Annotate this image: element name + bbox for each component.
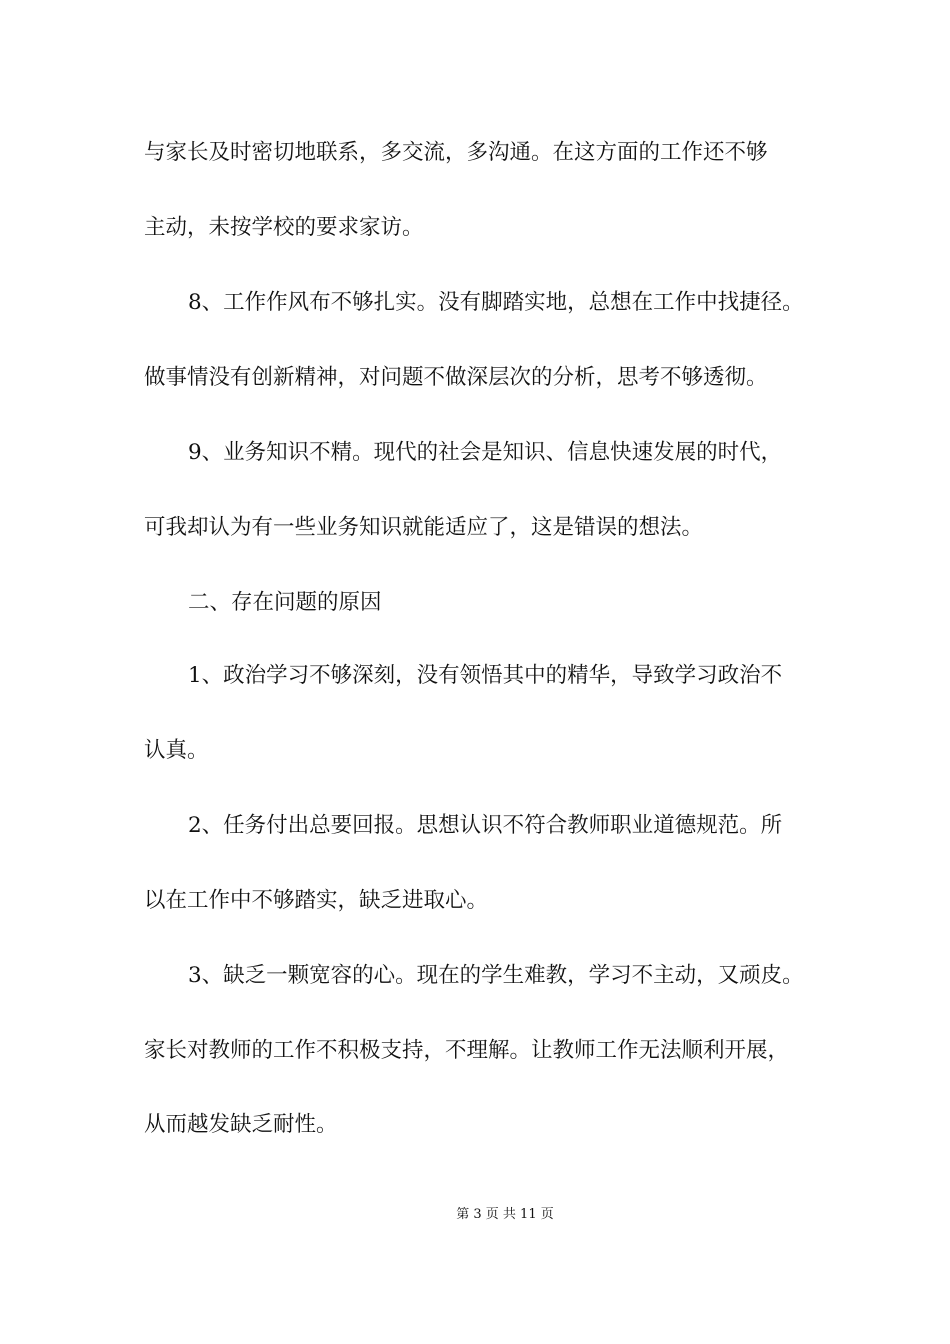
text-line: 从而越发缺乏耐性。 <box>144 1112 338 1137</box>
text-line: 2、任务付出总要回报。思想认识不符合教师职业道德规范。所 <box>188 813 783 838</box>
text-line: 1、政治学习不够深刻，没有领悟其中的精华，导致学习政治不 <box>188 663 783 688</box>
section-heading: 二、存在问题的原因 <box>188 590 382 615</box>
page-number-footer: 第 3 页 共 11 页 <box>456 1207 554 1222</box>
text-line: 做事情没有创新精神，对问题不做深层次的分析，思考不够透彻。 <box>144 365 768 390</box>
text-line: 9、业务知识不精。现代的社会是知识、信息快速发展的时代， <box>188 440 783 465</box>
text-line: 以在工作中不够踏实，缺乏进取心。 <box>144 888 489 913</box>
text-line: 3、缺乏一颗宽容的心。现在的学生难教，学习不主动，又顽皮。 <box>188 963 804 988</box>
text-line: 主动，未按学校的要求家访。 <box>144 215 424 240</box>
text-line: 与家长及时密切地联系，多交流，多沟通。在这方面的工作还不够 <box>144 140 768 165</box>
text-line: 家长对教师的工作不积极支持，不理解。让教师工作无法顺利开展， <box>144 1038 790 1063</box>
text-line: 认真。 <box>144 738 209 763</box>
text-line: 8、工作作风布不够扎实。没有脚踏实地，总想在工作中找捷径。 <box>188 290 804 315</box>
text-line: 可我却认为有一些业务知识就能适应了，这是错误的想法。 <box>144 515 704 540</box>
